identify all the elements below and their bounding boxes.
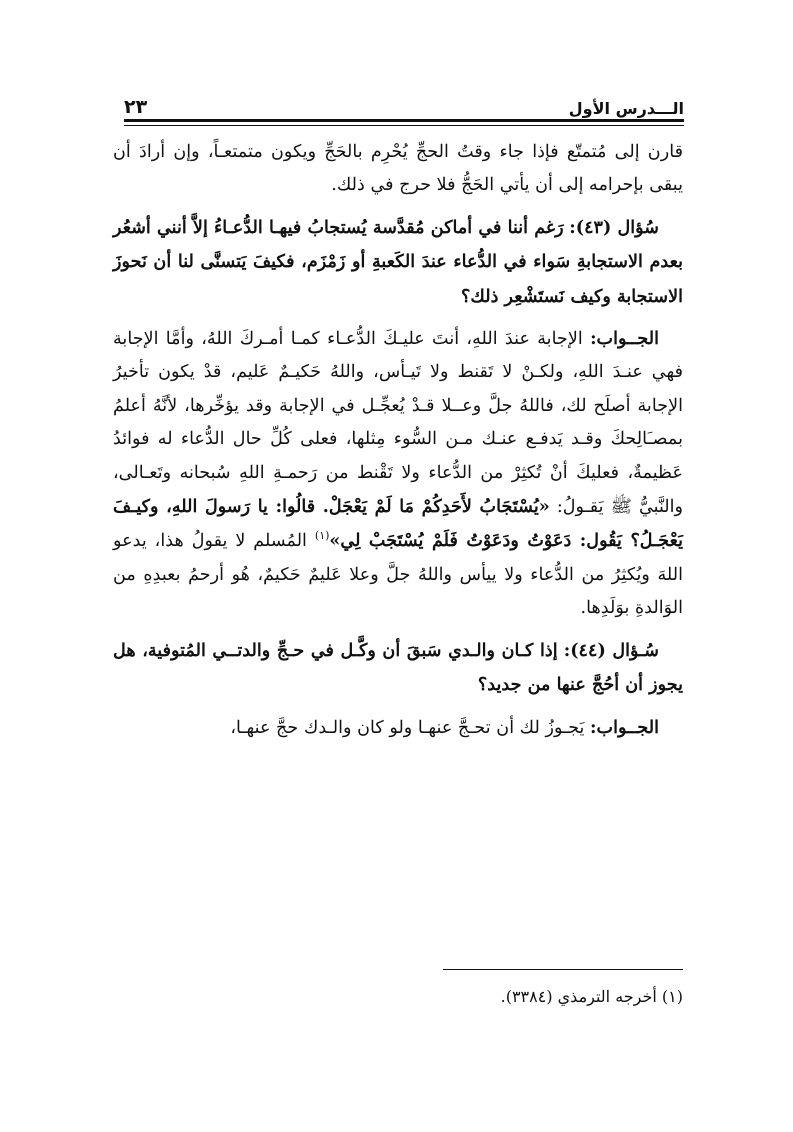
footnote-reference: (١) (314, 529, 330, 543)
answer-text: يَجـوزُ لك أن تحـجَّ عنهـا ولو كان والـدك حجَّ عنهـا، (230, 717, 585, 738)
footnote-divider (443, 969, 683, 970)
answer-43 (113, 322, 683, 626)
page-number: ٢٣ (124, 96, 148, 118)
answer-text-part2: المُسلم لا يقولُ هذا، يدعو اللهَ ويُكثِرُ من الدُّعاء ولا ييأس واللهُ جلَّ وعلا عَليمٌ حَكيمٌ، هُو أرحمُ بعبدِهِ من الوَالدةِ بوَلَدِها. (113, 531, 683, 619)
answer-text-part1: الإجابة عندَ اللهِ، أنتَ عليـكَ الدُّعـاء كمـا أمـركَ اللهُ، وأمَّا الإجابة فهي عنـدَ اللهِ، ولكـنْ لا تَقنط ولا تَيـأس، واللهُ حَكيـمٌ عَليم، قدْ يكون تأخيرُ الإجابة أصلَح لك، فاللهُ جلَّ وعــلا قـدْ يُعجِّـل في الإجابة وقد يؤخِّرها، لأنَّهُ أعلمُ بمصـَالِحكَ وقـد يَدفـع عنـك مـن السُّوء مِثلها، فعلى كُلِّ حال الدُّعاء له فوائدُ عَظيمةٌ، فعليكَ أنْ تُكثِرْ من الدُّعاء ولا تَقْنط من رَحمـةِ اللهِ سُبحانه وتَعـالى، والنَّبيُّ ﷺ يَقـولُ: (113, 329, 684, 518)
question-label: سُـؤال (٤٤): (563, 639, 660, 661)
answer-44 (113, 711, 683, 745)
answer-label: الجــواب: (590, 716, 659, 738)
question-text: إذا كـان والـدي سَبقَ أن وكَّـل في حـجِّ والدتــي المُتوفية، هل يجوز أن أحُجَّ عنها من جديد؟ (113, 639, 683, 696)
question-43 (113, 211, 683, 314)
footnote: (١) أخرجه الترمذي (٣٣٨٤). (500, 987, 683, 1006)
paragraph-continuation (113, 136, 683, 203)
page-header (124, 88, 684, 118)
question-44 (113, 634, 683, 703)
header-rule-thin (124, 125, 684, 126)
lesson-title: الـــدرس الأول (568, 99, 684, 118)
page-body (113, 136, 683, 753)
question-text: رَغم أننا في أماكن مُقدَّسة يُستجابُ فيهـا الدُّعـاءُ إلاَّ أنني أشعُر بعدم الاستجابةِ سَواء في الدُّعاء عندَ الكَعبةِ أو زَمْزَم، فكيفَ يَتسنَّى لنا أن نَحوزَ الاستجابة وكيف نَستَشْعِر ذلك؟ (113, 216, 683, 307)
paragraph-text: قارن إلى مُتمتّع فإذا جاء وقتُ الحجِّ يُحْرِم بالحَجِّ ويكون متمتعـاً، وإن أرادَ أن يبقى بإحرامه إلى أن يأتي الحَجُّ فلا حرج في ذلك. (113, 142, 683, 196)
question-label: سُؤال (٤٣): (569, 216, 659, 238)
header-rule-thick (124, 119, 684, 122)
hadith-quote: «يُسْتَجَابُ لأَحَدِكُمْ مَا لَمْ يَعْجَلْ. قالُوا: يا رَسولَ اللهِ، وكيـفَ يَعْجَـلُ؟ يَقُول: دَعَوْتُ ودَعَوْتُ فَلَمْ يُسْتَجَبْ لِي» (113, 496, 683, 552)
answer-label: الجــواب: (590, 328, 660, 350)
